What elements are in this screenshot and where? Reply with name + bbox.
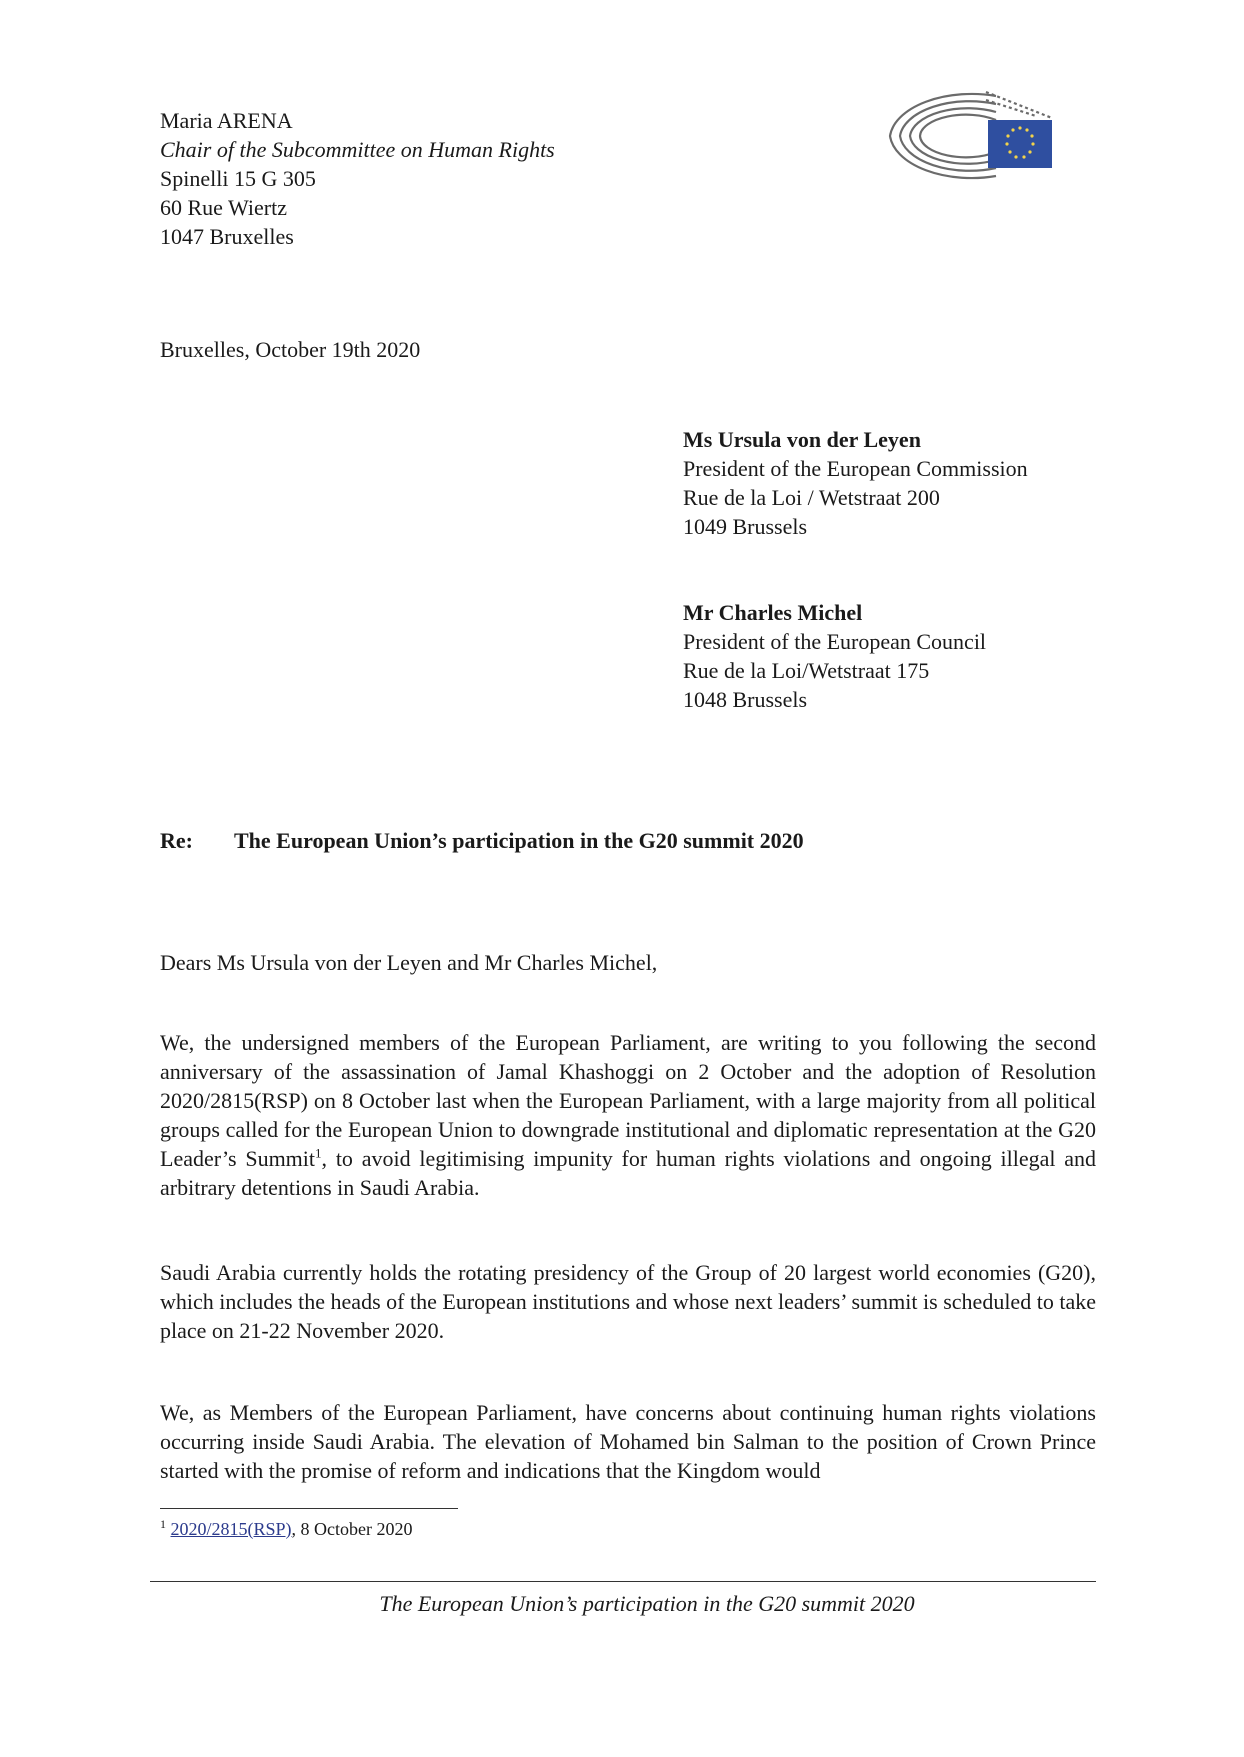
salutation: Dears Ms Ursula von der Leyen and Mr Charles Michel, — [160, 950, 658, 975]
recipient-name: Mr Charles Michel — [683, 600, 863, 625]
footnote-divider — [160, 1508, 458, 1509]
sender-city: 1047 Bruxelles — [160, 224, 294, 249]
letter-date: Bruxelles, October 19th 2020 — [160, 337, 421, 362]
recipient-block-commission — [683, 425, 1028, 541]
footnote — [160, 1519, 413, 1540]
subject-label: Re: — [160, 828, 193, 853]
european-parliament-logo-icon — [876, 86, 1052, 186]
sender-street: 60 Rue Wiertz — [160, 195, 288, 220]
sender-name: Maria ARENA — [160, 108, 293, 133]
paragraph-text: We, the undersigned members of the European Parliament, are writing to you following the second anniversary of the assassination of Jamal Khashoggi on 2 October and the adoption of Resolution 2020/2815(RSP) on 8 October last when the European Parliament, with a large majority from all political groups called for the European Union to downgrade institutional and diplomatic representation at the G20 Leader’s Summit — [160, 1030, 1096, 1171]
recipient-street: Rue de la Loi/Wetstraat 175 — [683, 658, 930, 683]
recipient-role: President of the European Council — [683, 629, 987, 654]
subject-line — [160, 828, 804, 854]
paragraph-text: , to avoid legitimising impunity for human rights violations and ongoing illegal and arbitrary detentions in Saudi Arabia. — [160, 1146, 1097, 1200]
body-paragraph-3: We, as Members of the European Parliament, have concerns about continuing human rights violations occurring inside Saudi Arabia. The elevation of Mohamed bin Salman to the position of Crown Prince started with the promise of reform and indications that the Kingdom would — [160, 1400, 1096, 1483]
footnote-reference[interactable]: 1 — [315, 1145, 322, 1161]
body-paragraph-1 — [160, 1028, 1096, 1202]
recipient-city: 1048 Brussels — [683, 687, 808, 712]
sender-address-block — [160, 106, 555, 251]
sender-office: Spinelli 15 G 305 — [160, 166, 316, 191]
sender-title: Chair of the Subcommittee on Human Rights — [160, 137, 555, 162]
footnote-number: 1 — [160, 1517, 166, 1531]
footnote-link[interactable]: 2020/2815(RSP) — [170, 1519, 292, 1539]
recipient-role: President of the European Commission — [683, 456, 1028, 481]
footnote-text: , 8 October 2020 — [291, 1519, 413, 1539]
recipient-block-council — [683, 598, 986, 714]
page-footer: The European Union’s participation in the G20 summit 2020 — [379, 1591, 915, 1616]
recipient-city: 1049 Brussels — [683, 514, 808, 539]
body-paragraph-2: Saudi Arabia currently holds the rotating presidency of the Group of 20 largest world economies (G20), which includes the heads of the European institutions and whose next leaders’ summit is scheduled to take place on 21-22 November 2020. — [160, 1260, 1096, 1343]
recipient-name: Ms Ursula von der Leyen — [683, 427, 921, 452]
footer-divider — [150, 1581, 1096, 1582]
recipient-street: Rue de la Loi / Wetstraat 200 — [683, 485, 940, 510]
subject-text: The European Union’s participation in the G20 summit 2020 — [234, 828, 804, 853]
